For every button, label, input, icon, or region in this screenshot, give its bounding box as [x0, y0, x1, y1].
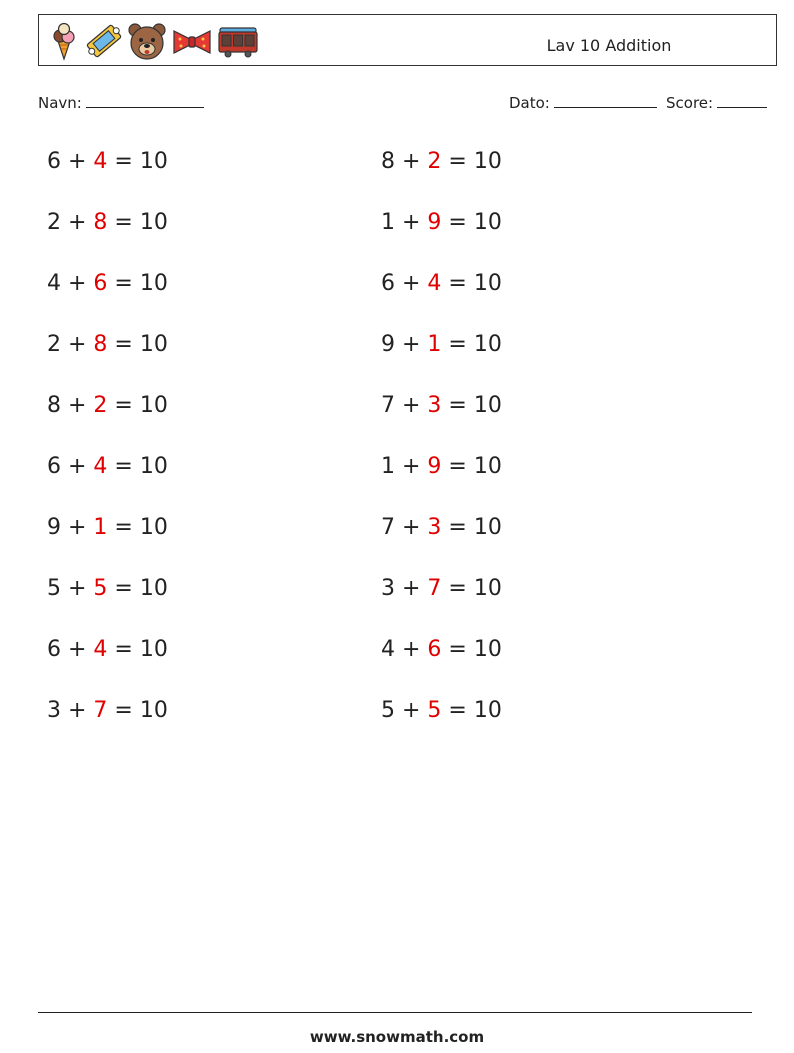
addend: 8	[47, 393, 61, 418]
problem-left-5	[47, 391, 168, 421]
plus-sign: +	[61, 454, 94, 479]
answer-addend: 9	[427, 210, 442, 235]
sum: 10	[473, 332, 502, 357]
plus-sign: +	[61, 210, 94, 235]
plus-sign: +	[395, 454, 428, 479]
addend: 3	[47, 698, 61, 723]
page-title: Lav 10 Addition	[546, 36, 672, 55]
sum: 10	[139, 271, 168, 296]
problem-right-3	[381, 269, 502, 299]
answer-addend: 7	[93, 698, 108, 723]
name-field[interactable]	[38, 93, 204, 112]
addend: 9	[381, 332, 395, 357]
addend: 6	[381, 271, 395, 296]
plus-sign: +	[395, 393, 428, 418]
equals-sign: =	[441, 454, 474, 479]
addend: 7	[381, 515, 395, 540]
addend: 6	[47, 637, 61, 662]
sum: 10	[473, 393, 502, 418]
answer-addend: 5	[427, 698, 442, 723]
score-label: Score:	[666, 94, 714, 112]
addend: 6	[47, 149, 61, 174]
answer-addend: 4	[93, 637, 108, 662]
answer-addend: 8	[93, 210, 108, 235]
answer-addend: 1	[427, 332, 442, 357]
plus-sign: +	[395, 637, 428, 662]
plus-sign: +	[61, 332, 94, 357]
equals-sign: =	[107, 576, 140, 601]
problem-right-9	[381, 635, 502, 665]
addend: 8	[381, 149, 395, 174]
equals-sign: =	[441, 698, 474, 723]
worksheet-header	[38, 14, 777, 66]
equals-sign: =	[441, 637, 474, 662]
problem-left-10	[47, 696, 168, 726]
equals-sign: =	[107, 210, 140, 235]
answer-addend: 5	[93, 576, 108, 601]
equals-sign: =	[107, 149, 140, 174]
sum: 10	[473, 271, 502, 296]
ticket-icon	[85, 21, 123, 61]
answer-addend: 2	[427, 149, 442, 174]
addend: 1	[381, 210, 395, 235]
answer-addend: 2	[93, 393, 108, 418]
equals-sign: =	[107, 393, 140, 418]
footer-divider	[38, 1012, 752, 1013]
date-label: Dato:	[509, 94, 550, 112]
sum: 10	[139, 149, 168, 174]
answer-addend: 4	[93, 149, 108, 174]
sum: 10	[473, 576, 502, 601]
sum: 10	[473, 454, 502, 479]
sum: 10	[473, 698, 502, 723]
equals-sign: =	[441, 210, 474, 235]
name-blank[interactable]	[86, 93, 204, 108]
answer-addend: 7	[427, 576, 442, 601]
score-blank[interactable]	[717, 93, 767, 108]
answer-addend: 8	[93, 332, 108, 357]
problem-left-9	[47, 635, 168, 665]
plus-sign: +	[61, 393, 94, 418]
plus-sign: +	[395, 210, 428, 235]
problem-left-7	[47, 513, 168, 543]
plus-sign: +	[395, 271, 428, 296]
equals-sign: =	[107, 332, 140, 357]
equals-sign: =	[107, 637, 140, 662]
addend: 4	[381, 637, 395, 662]
equals-sign: =	[441, 271, 474, 296]
sum: 10	[139, 515, 168, 540]
equals-sign: =	[107, 271, 140, 296]
equals-sign: =	[107, 515, 140, 540]
equals-sign: =	[441, 576, 474, 601]
problem-right-4	[381, 330, 502, 360]
score-field[interactable]	[666, 93, 767, 112]
answer-addend: 9	[427, 454, 442, 479]
problem-left-6	[47, 452, 168, 482]
equals-sign: =	[441, 515, 474, 540]
plus-sign: +	[395, 576, 428, 601]
sum: 10	[139, 576, 168, 601]
problem-right-7	[381, 513, 502, 543]
plus-sign: +	[61, 698, 94, 723]
problem-right-1	[381, 147, 502, 177]
answer-addend: 6	[93, 271, 108, 296]
addend: 7	[381, 393, 395, 418]
plus-sign: +	[61, 576, 94, 601]
footer-url: www.snowmath.com	[309, 1028, 485, 1046]
sum: 10	[139, 332, 168, 357]
equals-sign: =	[441, 332, 474, 357]
tram-icon	[217, 21, 259, 61]
sum: 10	[473, 515, 502, 540]
addend: 3	[381, 576, 395, 601]
sum: 10	[473, 149, 502, 174]
addend: 2	[47, 332, 61, 357]
problem-right-8	[381, 574, 502, 604]
equals-sign: =	[107, 454, 140, 479]
answer-addend: 1	[93, 515, 108, 540]
problem-right-5	[381, 391, 502, 421]
addend: 5	[47, 576, 61, 601]
addend: 1	[381, 454, 395, 479]
name-label: Navn:	[38, 94, 82, 112]
addend: 4	[47, 271, 61, 296]
addend: 6	[47, 454, 61, 479]
date-field[interactable]	[509, 93, 657, 112]
sum: 10	[139, 637, 168, 662]
date-blank[interactable]	[554, 93, 657, 108]
sum: 10	[473, 637, 502, 662]
plus-sign: +	[395, 698, 428, 723]
plus-sign: +	[395, 149, 428, 174]
problem-right-10	[381, 696, 502, 726]
bear-face-icon	[127, 21, 167, 61]
problem-left-2	[47, 208, 168, 238]
equals-sign: =	[441, 149, 474, 174]
bow-tie-icon	[171, 21, 213, 61]
problem-left-8	[47, 574, 168, 604]
answer-addend: 4	[427, 271, 442, 296]
answer-addend: 3	[427, 515, 442, 540]
problem-left-4	[47, 330, 168, 360]
equals-sign: =	[107, 698, 140, 723]
addend: 9	[47, 515, 61, 540]
addend: 2	[47, 210, 61, 235]
addend: 5	[381, 698, 395, 723]
sum: 10	[139, 393, 168, 418]
problem-right-2	[381, 208, 502, 238]
header-icons	[47, 21, 259, 61]
problem-left-1	[47, 147, 168, 177]
plus-sign: +	[61, 271, 94, 296]
sum: 10	[139, 210, 168, 235]
sum: 10	[473, 210, 502, 235]
sum: 10	[139, 454, 168, 479]
problem-right-6	[381, 452, 502, 482]
sum: 10	[139, 698, 168, 723]
plus-sign: +	[61, 149, 94, 174]
plus-sign: +	[61, 637, 94, 662]
plus-sign: +	[61, 515, 94, 540]
answer-addend: 4	[93, 454, 108, 479]
equals-sign: =	[441, 393, 474, 418]
plus-sign: +	[395, 515, 428, 540]
answer-addend: 6	[427, 637, 442, 662]
plus-sign: +	[395, 332, 428, 357]
answer-addend: 3	[427, 393, 442, 418]
problem-left-3	[47, 269, 168, 299]
ice-cream-icon	[47, 21, 81, 61]
